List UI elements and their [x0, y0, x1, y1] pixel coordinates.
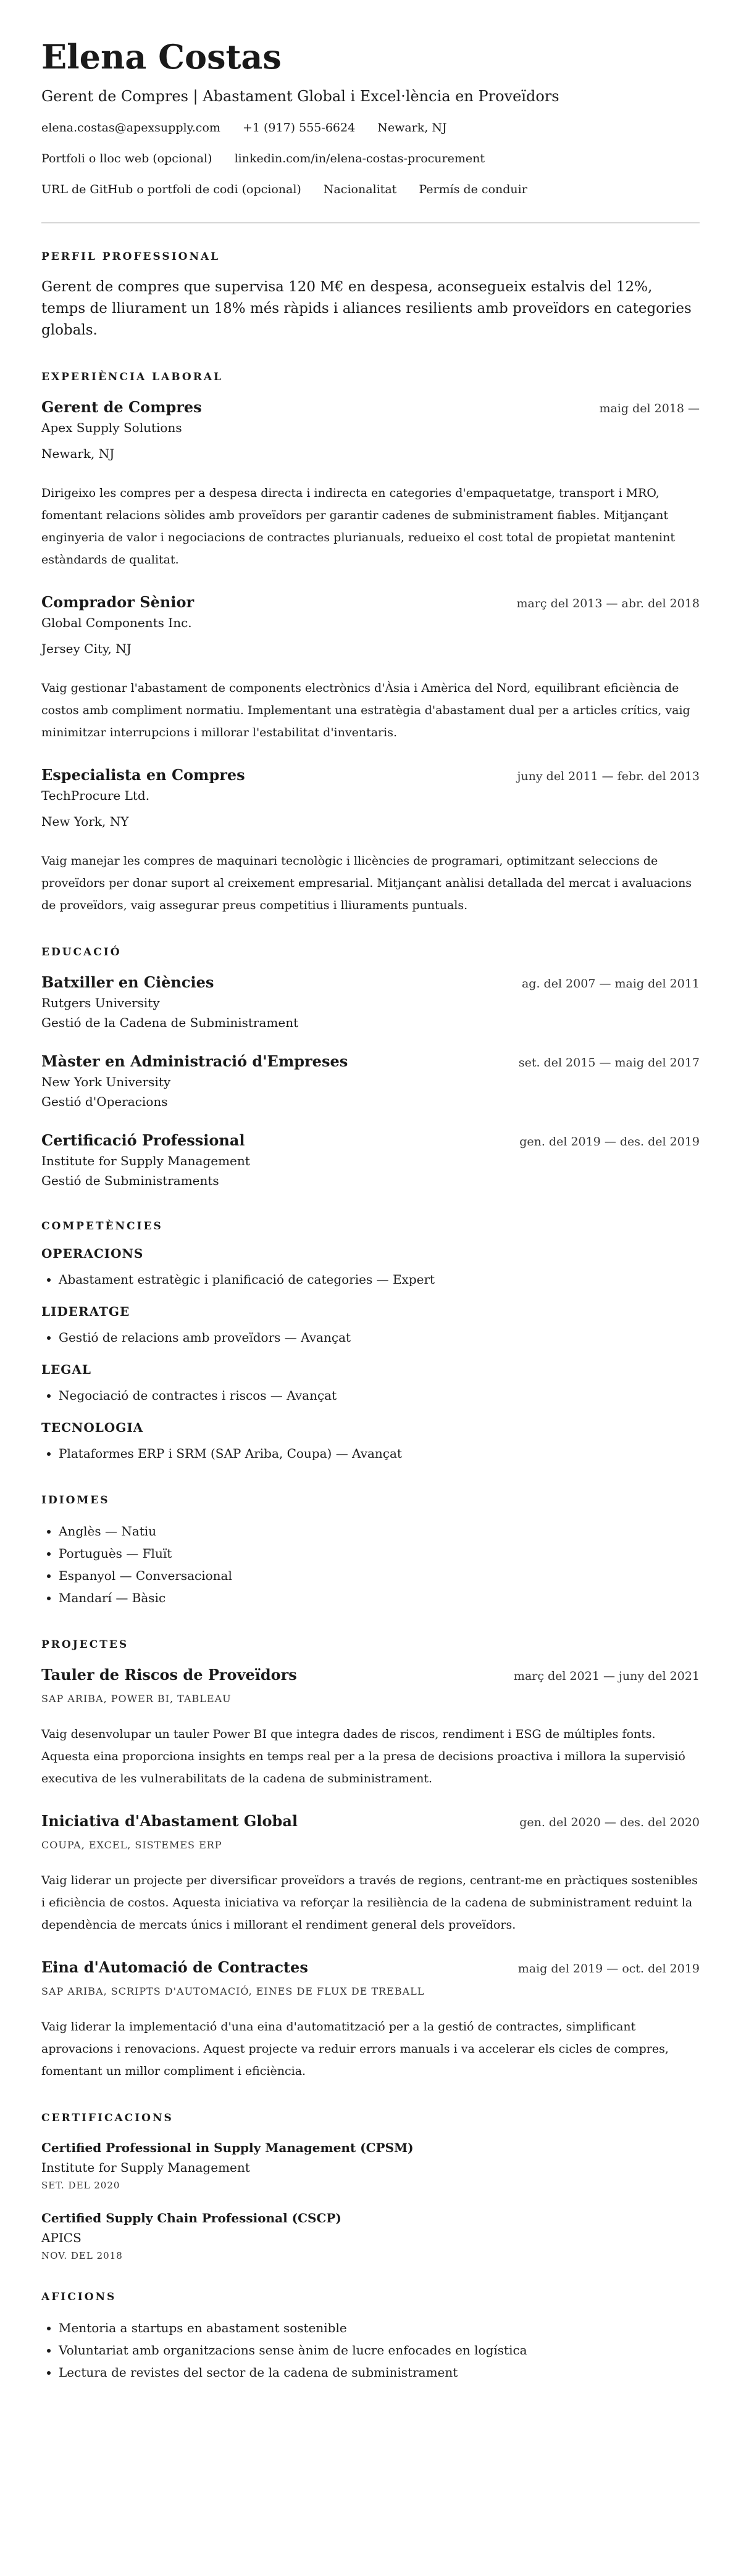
projects-section [41, 1639, 700, 2082]
resume-page [41, 0, 700, 2383]
language-item: • Mandarí — Bàsic [59, 1587, 700, 1609]
contact-portfolio[interactable]: Portfoli o lloc web (opcional) [41, 152, 212, 165]
certification-name: Certified Supply Chain Professional (CSCP) [41, 2211, 341, 2225]
skill-category: LIDERATGE [41, 1304, 130, 1319]
contact-nationality: Nacionalitat [323, 183, 397, 196]
job-company: Apex Supply Solutions [41, 420, 182, 435]
experience-title: EXPERIÈNCIA LABORAL [41, 371, 223, 383]
project-tags: COUPA, EXCEL, SISTEMES ERP [41, 1839, 222, 1851]
skills-section [41, 1220, 700, 1465]
hobbies-section [41, 2291, 700, 2383]
job-role: Gerent de Compres [41, 398, 202, 416]
degree-name: Màster en Administració d'Empreses [41, 1052, 348, 1070]
degree-name: Certificació Professional [41, 1131, 245, 1149]
certification-entry [41, 2138, 700, 2191]
degree-name: Batxiller en Ciències [41, 973, 214, 991]
language-item: • Espanyol — Conversacional [59, 1564, 700, 1587]
project-description: Vaig liderar la implementació d'una eina d'automatització per a la gestió de contractes, simplificant aprovacions i renovacions. Aquest projecte va reduir errors manuals i va accelerar els cicles de compres, fomentant un millor compliment i eficiència. [41, 2020, 669, 2078]
experience-entry [41, 765, 700, 916]
project-description: Vaig desenvolupar un tauler Power BI que integra dades de riscos, rendiment i ESG de múltiples fonts. Aquesta eina proporciona insights en temps real per a la presa de decisions proactiva i millora la supervisió executiva de les vulnerabilitats de la cadena de subministrament. [41, 1727, 685, 1785]
certification-date: SET. DEL 2020 [41, 2180, 120, 2191]
certification-issuer: APICS [41, 2230, 82, 2245]
degree-dates: gen. del 2019 — des. del 2019 [519, 1135, 700, 1149]
contact-github[interactable]: URL de GitHub o portfoli de codi (opcional) [41, 183, 301, 196]
skill-item: • Negociació de contractes i riscos — Avançat [59, 1384, 700, 1406]
contact-linkedin[interactable]: linkedin.com/in/elena-costas-procurement [234, 152, 485, 165]
job-location: Newark, NJ [41, 446, 115, 461]
education-entry [41, 972, 700, 1032]
skill-item: • Gestió de relacions amb proveïdors — Avançat [59, 1326, 700, 1348]
project-dates: gen. del 2020 — des. del 2020 [519, 1816, 700, 1829]
skill-group [41, 1362, 700, 1406]
skill-category: TECNOLOGIA [41, 1420, 144, 1435]
job-company: Global Components Inc. [41, 615, 192, 630]
certification-issuer: Institute for Supply Management [41, 2160, 250, 2175]
language-item: • Portuguès — Fluït [59, 1542, 700, 1564]
job-dates: març del 2013 — abr. del 2018 [516, 597, 700, 610]
project-entry [41, 1811, 700, 1936]
profile-section [41, 251, 700, 341]
project-entry [41, 1664, 700, 1790]
candidate-name: Elena Costas [41, 37, 282, 77]
job-description: Vaig manejar les compres de maquinari tecnològic i llicències de programari, optimitzant seleccions de proveïdors per donar suport al creixement empresarial. Mitjançant anàlisi detallada del mercat i avaluacions de proveïdors, vaig assegurar preus competitius i lliuraments puntuals. [41, 854, 692, 912]
degree-dates: ag. del 2007 — maig del 2011 [521, 977, 700, 991]
certification-name: Certified Professional in Supply Management (CPSM) [41, 2140, 414, 2155]
hobby-item: • Lectura de revistes del sector de la cadena de subministrament [59, 2361, 700, 2383]
certification-date: NOV. DEL 2018 [41, 2250, 123, 2261]
skills-title: COMPETÈNCIES [41, 1220, 163, 1232]
languages-title: IDIOMES [41, 1494, 110, 1506]
job-role: Comprador Sènior [41, 593, 195, 611]
project-name: Eina d'Automació de Contractes [41, 1958, 308, 1976]
experience-entry [41, 592, 700, 744]
skill-category: OPERACIONS [41, 1246, 144, 1261]
contact-location: Newark, NJ [377, 121, 447, 135]
skill-group [41, 1304, 700, 1348]
profile-summary: Gerent de compres que supervisa 120 M€ en despesa, aconsegueix estalvis del 12%, temps de lliurament un 18% més ràpids i aliances resilients amb proveïdors en categories globals. [41, 279, 692, 338]
degree-field: Gestió de Subministraments [41, 1173, 219, 1188]
project-tags: SAP ARIBA, SCRIPTS D'AUTOMACIÓ, EINES DE FLUX DE TREBALL [41, 1985, 425, 1997]
project-tags: SAP ARIBA, POWER BI, TABLEAU [41, 1693, 232, 1705]
contact-email[interactable]: elena.costas@apexsupply.com [41, 121, 220, 135]
contact-row-1 [41, 117, 700, 138]
skill-group [41, 1246, 700, 1290]
project-dates: maig del 2019 — oct. del 2019 [517, 1962, 700, 1976]
resume-header [41, 32, 700, 200]
contact-row-2 [41, 148, 700, 169]
certifications-title: CERTIFICACIONS [41, 2112, 174, 2124]
job-role: Especialista en Compres [41, 766, 245, 784]
project-description: Vaig liderar un projecte per diversificar proveïdors a través de regions, centrant-me en pràctiques sostenibles i eficiència de costos. Aquesta iniciativa va reforçar la resiliència de la cadena de subministrament reduint la dependència de mercats únics i millorant el rendiment general dels proveïdors. [41, 1874, 698, 1932]
hobbies-title: AFICIONS [41, 2291, 117, 2303]
skill-item: • Plataformes ERP i SRM (SAP Ariba, Coupa) — Avançat [59, 1442, 700, 1465]
project-dates: març del 2021 — juny del 2021 [513, 1669, 700, 1683]
degree-field: Gestió d'Operacions [41, 1094, 168, 1109]
certification-entry [41, 2208, 700, 2261]
job-description: Vaig gestionar l'abastament de components electrònics d'Àsia i Amèrica del Nord, equilibrant eficiència de costos amb compliment normatiu. Implementant una estratègia d'abastament dual per a articles crítics, vaig minimitzar interrupcions i millorar l'estabilitat d'inventaris. [41, 681, 690, 739]
school-name: Rutgers University [41, 995, 160, 1010]
job-dates: maig del 2018 — [599, 402, 700, 415]
projects-title: PROJECTES [41, 1639, 129, 1651]
degree-dates: set. del 2015 — maig del 2017 [518, 1056, 700, 1070]
hobby-item: • Mentoria a startups en abastament sostenible [59, 2317, 700, 2339]
contact-phone[interactable]: +1 (917) 555-6624 [242, 121, 356, 135]
education-entry [41, 1051, 700, 1111]
job-location: Jersey City, NJ [41, 641, 132, 656]
school-name: New York University [41, 1074, 171, 1089]
experience-entry [41, 397, 700, 571]
education-entry [41, 1130, 700, 1190]
contact-license: Permís de conduir [419, 183, 527, 196]
job-description: Dirigeixo les compres per a despesa directa i indirecta en categories d'empaquetatge, transport i MRO, fomentant relacions sòlides amb proveïdors per garantir cadenes de subministrament fiables. Mitjançant enginyeria de valor i negociacions de contractes plurianuals, redueixo el cost total de propietat mantenint estàndards de qualitat. [41, 486, 675, 567]
job-dates: juny del 2011 — febr. del 2013 [517, 770, 700, 783]
profile-title: PERFIL PROFESSIONAL [41, 251, 220, 263]
header-divider [41, 222, 700, 223]
languages-section [41, 1494, 700, 1609]
degree-field: Gestió de la Cadena de Subministrament [41, 1015, 299, 1030]
education-section [41, 946, 700, 1190]
job-company: TechProcure Ltd. [41, 788, 150, 803]
experience-section [41, 371, 700, 916]
project-entry [41, 1957, 700, 2082]
skill-item: • Abastament estratègic i planificació de categories — Expert [59, 1268, 700, 1290]
contact-row-3 [41, 179, 700, 200]
certifications-section [41, 2112, 700, 2261]
language-item: • Anglès — Natiu [59, 1520, 700, 1542]
skill-group [41, 1420, 700, 1465]
job-location: New York, NY [41, 814, 129, 829]
school-name: Institute for Supply Management [41, 1153, 250, 1168]
candidate-tagline: Gerent de Compres | Abastament Global i Excel·lència en Proveïdors [41, 88, 559, 105]
education-title: EDUCACIÓ [41, 946, 122, 958]
project-name: Iniciativa d'Abastament Global [41, 1812, 298, 1830]
project-name: Tauler de Riscos de Proveïdors [41, 1666, 297, 1684]
skill-category: LEGAL [41, 1362, 91, 1377]
hobby-item: • Voluntariat amb organitzacions sense ànim de lucre enfocades en logística [59, 2339, 700, 2361]
